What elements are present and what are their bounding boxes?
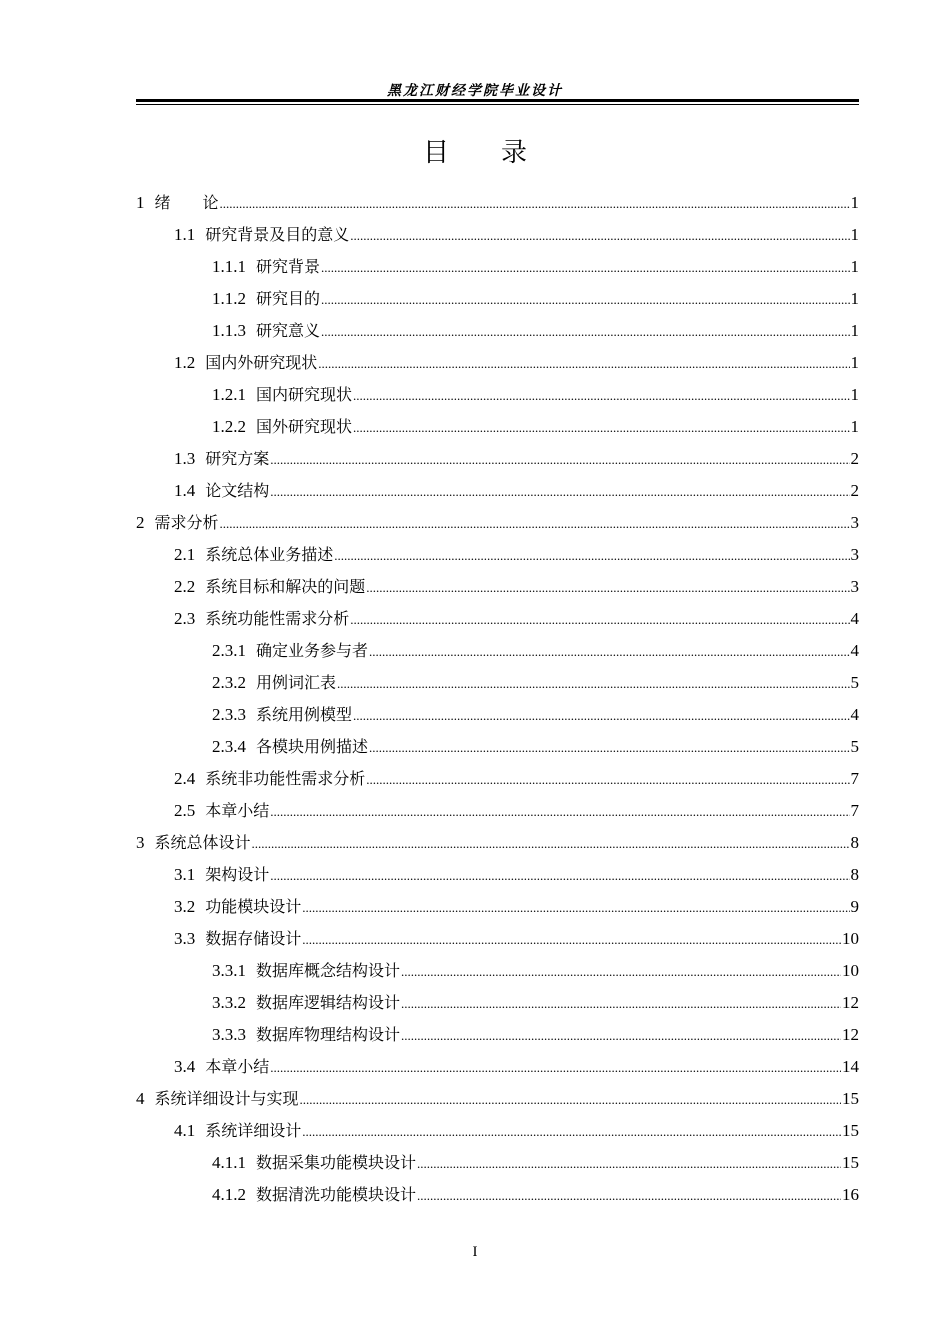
toc-entry-title: 架构设计	[205, 865, 270, 884]
toc-entry-title: 研究背景及目的意义	[205, 225, 350, 244]
toc-entry[interactable]	[136, 926, 859, 958]
toc-entry-page: 2	[850, 481, 859, 500]
toc-dot-leader	[350, 612, 849, 628]
toc-entry-number: 2	[136, 513, 145, 532]
toc-dot-leader	[353, 708, 849, 724]
toc-entry-number: 1.1	[174, 225, 196, 244]
header-rule-thin	[136, 104, 859, 105]
toc-entry-page: 16	[842, 1185, 859, 1204]
toc-entry-title: 需求分析	[154, 513, 219, 532]
toc-entry[interactable]	[136, 862, 859, 894]
toc-entry[interactable]	[136, 990, 859, 1022]
toc-entry-page: 4	[850, 609, 859, 628]
toc-entry-title: 本章小结	[205, 801, 270, 820]
toc-entry[interactable]	[136, 190, 859, 222]
toc-dot-leader	[220, 516, 850, 532]
toc-entry[interactable]	[136, 830, 859, 862]
toc-entry-page: 4	[850, 641, 859, 660]
toc-entry-number: 3.3.3	[212, 1025, 246, 1044]
toc-title-char-2: 录	[501, 138, 528, 168]
toc-entry[interactable]	[136, 734, 859, 766]
toc-entry-title: 国内外研究现状	[205, 353, 318, 372]
toc-entry-title: 国内研究现状	[256, 385, 353, 404]
toc-entry[interactable]	[136, 446, 859, 478]
toc-entry-page: 8	[850, 865, 859, 884]
toc-entry[interactable]	[136, 1182, 859, 1214]
toc-entry-number: 3.3.2	[212, 993, 246, 1012]
toc-entry-number: 1.3	[174, 449, 196, 468]
header-title: 黑龙江财经学院毕业设计	[387, 83, 563, 99]
toc-entry-page: 1	[850, 225, 859, 244]
toc-entry-number: 1.2.2	[212, 417, 246, 436]
toc-entry[interactable]	[136, 510, 859, 542]
toc-entry-page: 15	[842, 1089, 859, 1108]
toc-entry[interactable]	[136, 1150, 859, 1182]
toc-entry-title: 各模块用例描述	[256, 737, 369, 756]
toc-dot-leader	[401, 996, 841, 1012]
toc-dot-leader	[302, 932, 841, 948]
toc-entry-title: 系统目标和解决的问题	[205, 577, 366, 596]
toc-entry-page: 1	[850, 257, 859, 276]
toc-dot-leader	[401, 964, 841, 980]
toc-entry-number: 4.1.2	[212, 1185, 246, 1204]
toc-entry-title: 系统总体业务描述	[205, 545, 334, 564]
toc-entry[interactable]	[136, 478, 859, 510]
toc-entry-number: 3.3	[174, 929, 196, 948]
toc-entry-page: 15	[842, 1121, 859, 1140]
toc-dot-leader	[417, 1156, 841, 1172]
toc-entry-page: 5	[850, 737, 859, 756]
toc-entry-number: 3.1	[174, 865, 196, 884]
toc-entry[interactable]	[136, 670, 859, 702]
toc-entry-page: 12	[842, 993, 859, 1012]
toc-dot-leader	[302, 1124, 841, 1140]
toc-entry[interactable]	[136, 606, 859, 638]
toc-entry[interactable]	[136, 798, 859, 830]
toc-entry-page: 7	[850, 769, 859, 788]
toc-dot-leader	[220, 196, 850, 212]
toc-entry-page: 10	[842, 961, 859, 980]
toc-entry-title: 系统功能性需求分析	[205, 609, 350, 628]
toc-entry-title: 数据库逻辑结构设计	[256, 993, 401, 1012]
toc-entry-number: 3.4	[174, 1057, 196, 1076]
toc-entry-number: 1.2	[174, 353, 196, 372]
toc-entry-number: 2.1	[174, 545, 196, 564]
toc-entry-page: 12	[842, 1025, 859, 1044]
toc-entry-number: 1.1.1	[212, 257, 246, 276]
toc-entry-page: 9	[850, 897, 859, 916]
toc-dot-leader	[334, 548, 849, 564]
toc-entry-title: 绪 论	[154, 193, 219, 212]
toc-dot-leader	[401, 1028, 841, 1044]
toc-entry-page: 14	[842, 1057, 859, 1076]
toc-entry-page: 1	[850, 353, 859, 372]
toc-dot-leader	[321, 292, 849, 308]
toc-entry-page: 3	[850, 545, 859, 564]
toc-entry-title: 本章小结	[205, 1057, 270, 1076]
toc-entry-title: 数据存储设计	[205, 929, 302, 948]
toc-dot-leader	[366, 580, 849, 596]
toc-entry-title: 数据采集功能模块设计	[256, 1153, 417, 1172]
table-of-contents	[136, 190, 859, 1214]
toc-dot-leader	[321, 260, 849, 276]
toc-entry-title: 研究背景	[256, 257, 321, 276]
toc-entry-title: 用例词汇表	[256, 673, 337, 692]
toc-entry-number: 1.4	[174, 481, 196, 500]
toc-dot-leader	[353, 388, 849, 404]
toc-entry-page: 2	[850, 449, 859, 468]
toc-dot-leader	[350, 228, 849, 244]
toc-entry-number: 2.2	[174, 577, 196, 596]
toc-dot-leader	[353, 420, 849, 436]
toc-entry-title: 论文结构	[205, 481, 270, 500]
toc-dot-leader	[321, 324, 849, 340]
toc-entry-number: 2.4	[174, 769, 196, 788]
toc-dot-leader	[369, 740, 849, 756]
toc-entry[interactable]	[136, 1118, 859, 1150]
toc-dot-leader	[270, 452, 849, 468]
toc-dot-leader	[300, 1092, 841, 1108]
toc-entry-page: 3	[850, 577, 859, 596]
toc-entry[interactable]	[136, 414, 859, 446]
toc-entry-number: 2.5	[174, 801, 196, 820]
toc-entry[interactable]	[136, 542, 859, 574]
toc-entry-number: 4.1	[174, 1121, 196, 1140]
toc-entry[interactable]	[136, 1054, 859, 1086]
footer-page-number: I	[472, 1244, 478, 1260]
toc-dot-leader	[270, 868, 849, 884]
toc-entry[interactable]	[136, 894, 859, 926]
toc-entry-title: 研究目的	[256, 289, 321, 308]
toc-entry-page: 1	[850, 385, 859, 404]
toc-entry-page: 5	[850, 673, 859, 692]
toc-entry-page: 8	[850, 833, 859, 852]
toc-entry-title: 研究意义	[256, 321, 321, 340]
toc-entry-title: 数据库物理结构设计	[256, 1025, 401, 1044]
toc-entry[interactable]	[136, 766, 859, 798]
toc-entry-title: 数据库概念结构设计	[256, 961, 401, 980]
toc-title	[0, 132, 950, 169]
toc-dot-leader	[270, 484, 849, 500]
toc-entry-page: 1	[850, 193, 859, 212]
toc-entry-title: 国外研究现状	[256, 417, 353, 436]
toc-dot-leader	[270, 1060, 841, 1076]
toc-dot-leader	[369, 644, 849, 660]
toc-dot-leader	[318, 356, 849, 372]
toc-entry[interactable]	[136, 286, 859, 318]
toc-entry-number: 2.3	[174, 609, 196, 628]
toc-entry-page: 3	[850, 513, 859, 532]
toc-title-char-1: 目	[422, 138, 449, 168]
toc-dot-leader	[337, 676, 849, 692]
toc-entry-title: 系统总体设计	[154, 833, 251, 852]
toc-entry-number: 1.1.3	[212, 321, 246, 340]
toc-entry[interactable]	[136, 1022, 859, 1054]
toc-entry-number: 2.3.3	[212, 705, 246, 724]
toc-entry[interactable]	[136, 254, 859, 286]
toc-entry[interactable]	[136, 1086, 859, 1118]
toc-entry-page: 7	[850, 801, 859, 820]
toc-entry[interactable]	[136, 702, 859, 734]
toc-entry-title: 功能模块设计	[205, 897, 302, 916]
toc-entry-number: 1.2.1	[212, 385, 246, 404]
toc-dot-leader	[366, 772, 849, 788]
toc-entry-title: 确定业务参与者	[256, 641, 369, 660]
toc-dot-leader	[417, 1188, 841, 1204]
toc-entry-number: 1.1.2	[212, 289, 246, 308]
toc-entry-number: 2.3.1	[212, 641, 246, 660]
toc-entry-number: 2.3.4	[212, 737, 246, 756]
toc-entry[interactable]	[136, 574, 859, 606]
toc-entry-page: 1	[850, 417, 859, 436]
toc-dot-leader	[270, 804, 849, 820]
toc-entry-page: 1	[850, 321, 859, 340]
toc-entry-number: 3.2	[174, 897, 196, 916]
toc-entry-number: 3.3.1	[212, 961, 246, 980]
toc-entry-number: 4	[136, 1089, 145, 1108]
toc-entry-page: 1	[850, 289, 859, 308]
toc-entry-page: 15	[842, 1153, 859, 1172]
toc-entry-number: 4.1.1	[212, 1153, 246, 1172]
toc-entry-page: 4	[850, 705, 859, 724]
toc-entry[interactable]	[136, 318, 859, 350]
toc-entry-number: 2.3.2	[212, 673, 246, 692]
toc-entry-title: 系统非功能性需求分析	[205, 769, 366, 788]
toc-entry[interactable]	[136, 958, 859, 990]
toc-entry-title: 系统用例模型	[256, 705, 353, 724]
header-rule-thick	[136, 99, 859, 102]
toc-entry-title: 数据清洗功能模块设计	[256, 1185, 417, 1204]
toc-entry-number: 3	[136, 833, 145, 852]
toc-entry-title: 研究方案	[205, 449, 270, 468]
toc-entry[interactable]	[136, 638, 859, 670]
toc-dot-leader	[302, 900, 849, 916]
toc-entry-number: 1	[136, 193, 145, 212]
toc-entry-title: 系统详细设计	[205, 1121, 302, 1140]
toc-entry[interactable]	[136, 222, 859, 254]
toc-entry-page: 10	[842, 929, 859, 948]
toc-entry[interactable]	[136, 382, 859, 414]
toc-entry[interactable]	[136, 350, 859, 382]
toc-entry-title: 系统详细设计与实现	[154, 1089, 299, 1108]
toc-dot-leader	[252, 836, 850, 852]
